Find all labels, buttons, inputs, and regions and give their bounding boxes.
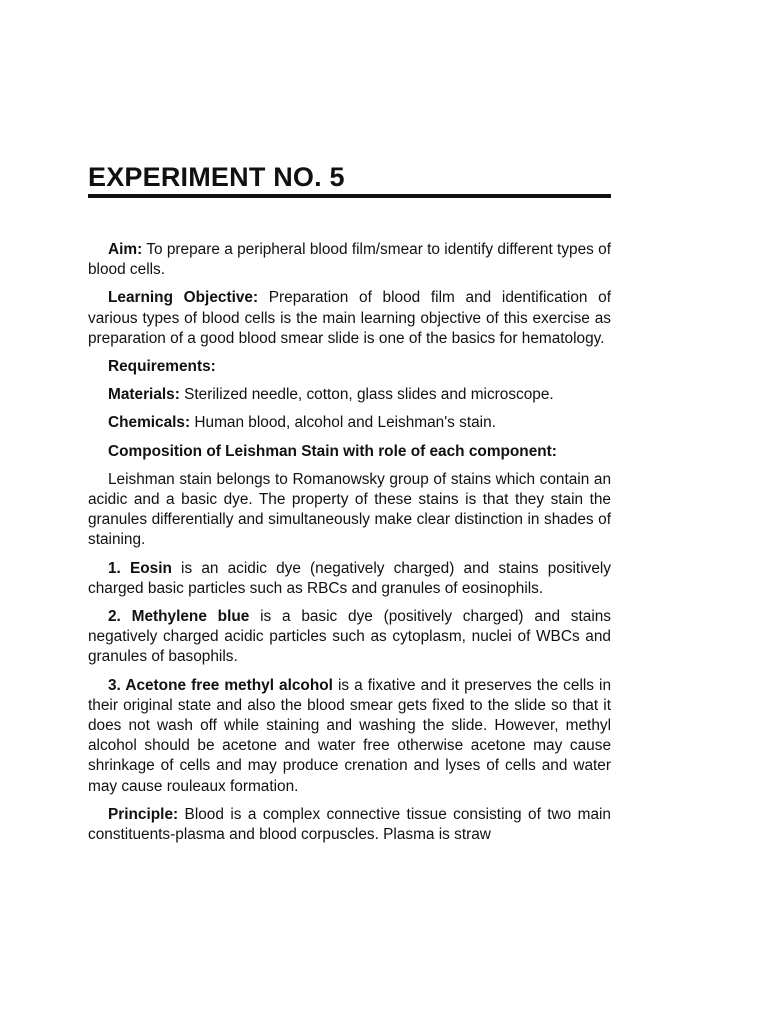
component-number: 2. <box>108 608 121 626</box>
component-methylene-blue <box>88 607 611 668</box>
title-underline <box>88 194 611 198</box>
component-name: Methylene blue <box>131 608 250 626</box>
aim-label: Aim: <box>108 241 143 258</box>
principle-paragraph <box>88 805 611 845</box>
component-text: is a fixative and it preserves the cells in their original state and also the blood smear gets fixed to the slide so that it does not wash off while staining and washing the slide. However, methyl alcohol should be acetone and water free otherwise acetone may cause shrinkage of cells and may produce crenation and lyses of cells and water may cause rouleaux formation. <box>88 676 611 795</box>
composition-heading-text: Composition of Leishman Stain with role of each component: <box>108 442 557 460</box>
component-text: is a basic dye (positively charged) and stains negatively charged acidic particles such as cytoplasm, nuclei of WBCs and granules of basophils. <box>88 608 611 666</box>
aim-text: To prepare a peripheral blood film/smear to identify different types of blood cells. <box>88 241 611 279</box>
component-name: Eosin <box>130 559 172 577</box>
component-eosin <box>88 559 611 599</box>
component-number: 1. <box>108 559 121 577</box>
materials-text: Sterilized needle, cotton, glass slides and microscope. <box>179 386 554 404</box>
learning-objective-paragraph <box>88 288 611 349</box>
requirements-heading <box>88 357 611 377</box>
experiment-title: EXPERIMENT NO. 5 <box>88 162 345 192</box>
component-name: Acetone free methyl alcohol <box>125 676 333 694</box>
component-text: is an acidic dye (negatively charged) and stains positively charged basic particles such as RBCs and granules of eosinophils. <box>88 559 612 597</box>
chemicals-label: Chemicals: <box>108 414 191 432</box>
requirements-label: Requirements: <box>108 358 216 376</box>
materials-label: Materials: <box>108 386 180 404</box>
chemicals-text: Human blood, alcohol and Leishman's stain. <box>190 414 496 432</box>
composition-intro: Leishman stain belongs to Romanowsky group of stains which contain an acidic and a basic dye. The property of these stains is that they stain the granules differentially and simultaneously make clear distinction in shades of staining. <box>88 470 611 549</box>
composition-heading <box>88 442 611 462</box>
component-number: 3. <box>108 676 121 694</box>
principle-text: Blood is a complex connective tissue consisting of two main constituents-plasma and blood corpuscles. Plasma is straw <box>88 805 611 844</box>
component-methyl-alcohol <box>88 676 611 797</box>
learning-objective-text: Preparation of blood film and identification of various types of blood cells is the main learning objective of this exercise as preparation of a good blood smear slide is one of the basics for hematology. <box>88 289 611 347</box>
chemicals-paragraph <box>88 413 611 433</box>
materials-paragraph <box>88 385 611 405</box>
principle-label: Principle: <box>108 805 179 823</box>
document-body <box>88 240 611 853</box>
learning-objective-label: Learning Objective: <box>108 289 259 307</box>
aim-paragraph <box>88 240 611 280</box>
